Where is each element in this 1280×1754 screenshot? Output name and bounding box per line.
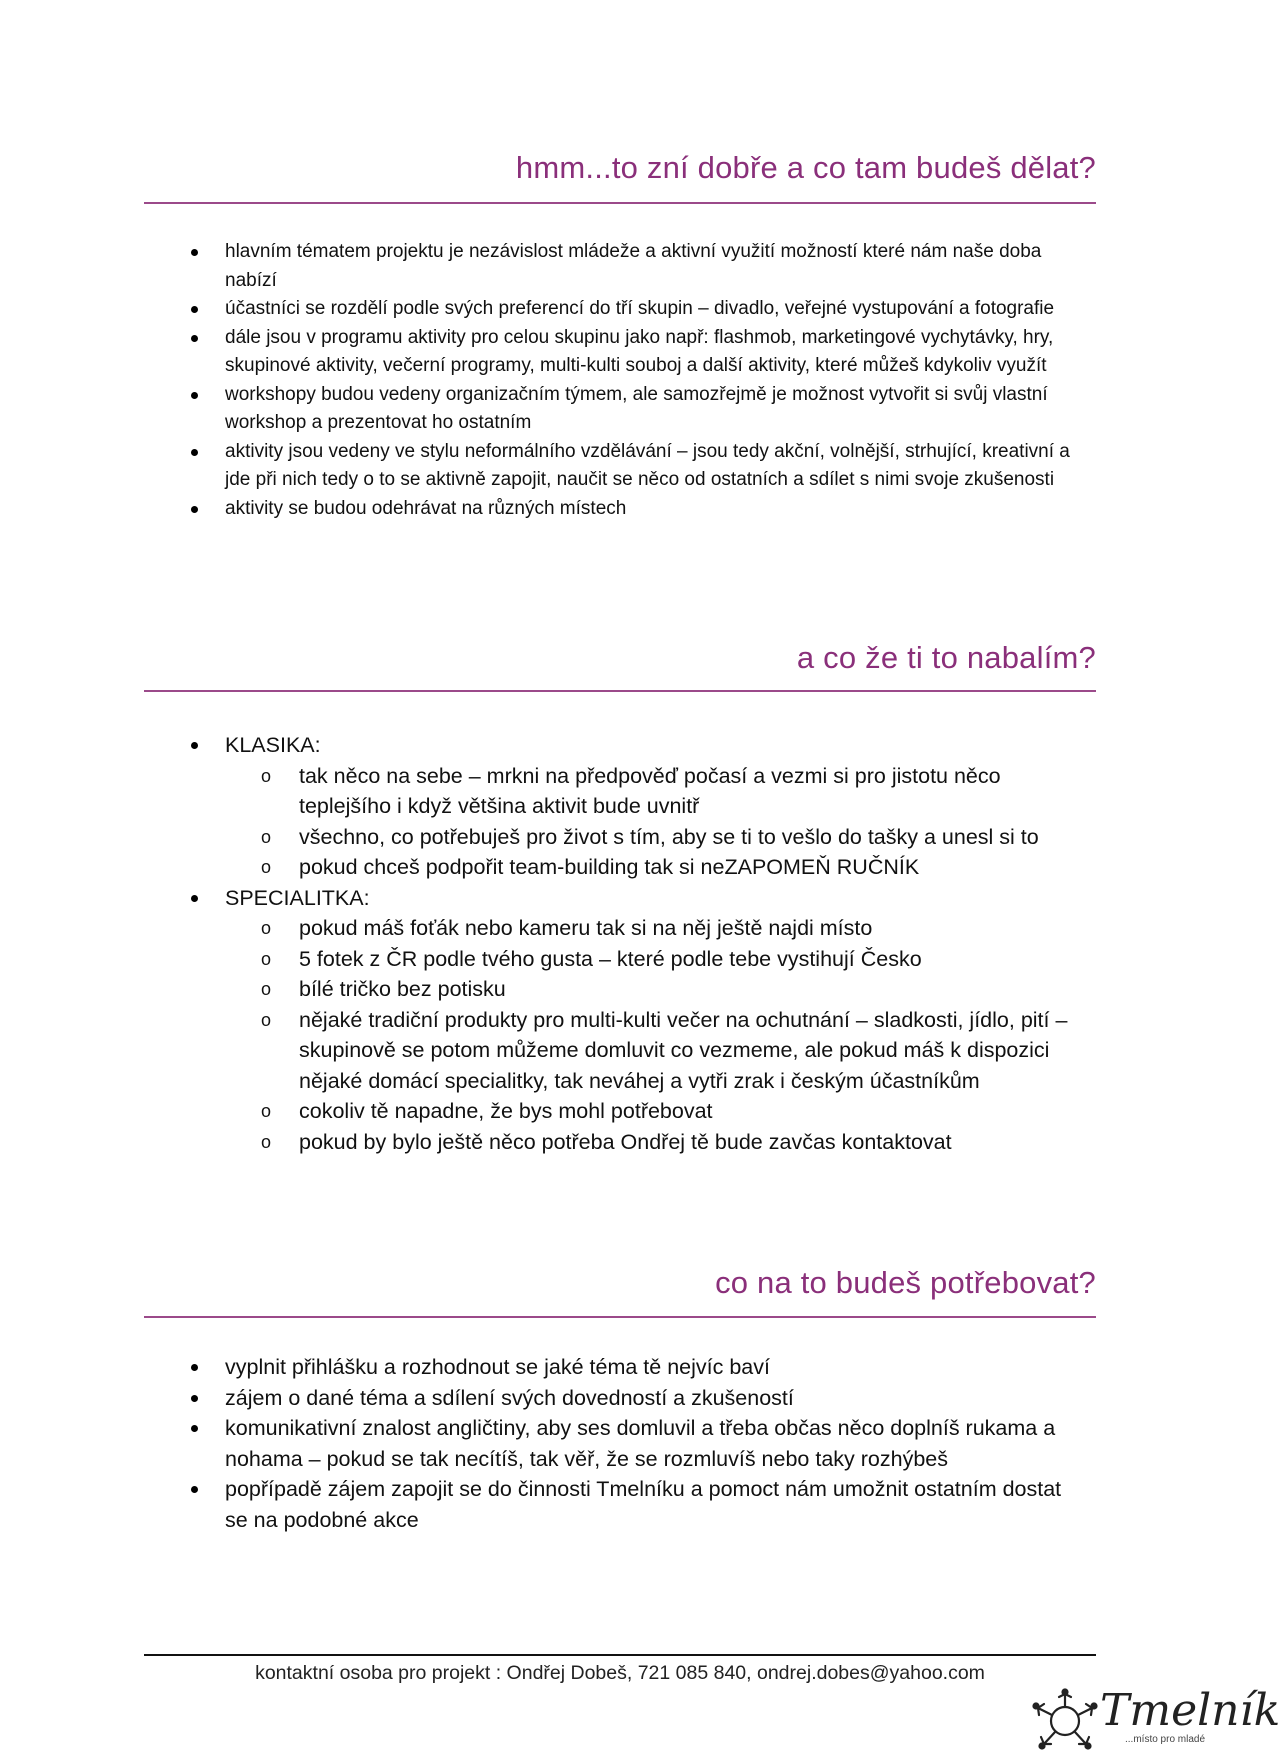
klasika-sublist — [225, 761, 1085, 883]
list-item: popřípadě zájem zapojit se do činnosti Tmelníku a pomoct nám umožnit ostatním dostat se na podobné akce — [0, 1474, 1085, 1535]
sub-list-item: o 5 fotek z ČR podle tvého gusta – které podle tebe vystihují Česko — [225, 944, 1089, 975]
list-item: workshopy budou vedeny organizačním týmem, ale samozřejmě je možnost vytvořit si svůj vlastní workshop a prezentovat ho ostatním — [0, 381, 1085, 438]
section-divider — [144, 690, 1096, 692]
list-item-klasika — [0, 730, 1085, 883]
group-label: SPECIALITKA: — [225, 885, 370, 910]
people-circle-icon — [1030, 1688, 1100, 1750]
section-divider — [144, 1316, 1096, 1318]
list-item: dále jsou v programu aktivity pro celou skupinu jako např: flashmob, marketingové vychytávky, hry, skupinové aktivity, večerní programy, multi-kulti souboj a další aktivity, které můžeš kdykoliv využít — [0, 324, 1085, 381]
sub-list-item: o pokud chceš podpořit team-building tak si neZAPOMEŇ RUČNÍK — [225, 852, 1089, 883]
list-item: komunikativní znalost angličtiny, aby ses domluvil a třeba občas něco doplníš rukama a nohama – pokud se tak necítíš, tak věř, že se rozmluvíš nebo taky rozhýbeš — [0, 1413, 1085, 1474]
contact-line: kontaktní osoba pro projekt : Ondřej Dobeš, 721 085 840, ondrej.dobes@yahoo.com — [255, 1662, 985, 1684]
section-title-packing: a co že ti to nabalím? — [796, 640, 1096, 675]
sub-list-item: o cokoliv tě napadne, že bys mohl potřebovat — [225, 1096, 1089, 1127]
tmelnik-logo — [1030, 1685, 1280, 1750]
section-title-requirements: co na to budeš potřebovat? — [715, 1265, 1096, 1300]
sub-list-item: o bílé tričko bez potisku — [225, 974, 1089, 1005]
group-label: KLASIKA: — [225, 733, 321, 757]
sub-list-item: o pokud by bylo ještě něco potřeba Ondřej tě bude zavčas kontaktovat — [225, 1127, 1089, 1158]
packing-list — [0, 730, 1240, 1157]
logo-wordmark: Tmelník — [1100, 1685, 1280, 1736]
list-item: aktivity se budou odehrávat na různých místech — [0, 495, 1085, 524]
list-item: zájem o dané téma a sdílení svých dovedností a zkušeností — [0, 1383, 1085, 1414]
sub-list-item: o tak něco na sebe – mrkni na předpověď počasí a vezmi si pro jistotu něco teplejšího i když většina aktivit bude uvnitř — [225, 761, 1089, 822]
section-divider — [144, 202, 1096, 204]
sub-list-item: o nějaké tradiční produkty pro multi-kulti večer na ochutnání – sladkosti, jídlo, pití – skupinově se potom můžeme domluvit co vezmeme, ale pokud máš k dispozici nějaké domácí specialitky, tak neváhej a vytři zrak i českým účastníkům — [225, 1005, 1089, 1097]
list-item-specialitka — [0, 883, 1085, 1158]
list-item: hlavním tématem projektu je nezávislost mládeže a aktivní využití možností které nám naše doba nabízí — [0, 238, 1085, 295]
specialitka-sublist — [225, 913, 1085, 1157]
sub-list-item: o pokud máš foťák nebo kameru tak si na něj ještě najdi místo — [225, 913, 1089, 944]
logo-tagline: ...místo pro mladé — [1125, 1734, 1206, 1745]
requirements-list — [0, 1352, 1240, 1535]
list-item: účastníci se rozdělí podle svých preferencí do tří skupin – divadlo, veřejné vystupování a fotografie — [0, 295, 1085, 324]
list-item: vyplnit přihlášku a rozhodnout se jaké téma tě nejvíc baví — [0, 1352, 1085, 1383]
footer-divider — [144, 1654, 1096, 1656]
list-item: aktivity jsou vedeny ve stylu neformálního vzdělávání – jsou tedy akční, volnější, strhující, kreativní a jde při nich tedy o to se aktivně zapojit, naučit se něco od ostatních a sdílet s nimi svoje zkušenosti — [0, 438, 1085, 495]
sub-list-item: o všechno, co potřebuješ pro život s tím, aby se ti to vešlo do tašky a unesl si to — [225, 822, 1089, 853]
activities-list — [0, 238, 1240, 523]
section-title-activities: hmm...to zní dobře a co tam budeš dělat? — [515, 150, 1096, 185]
